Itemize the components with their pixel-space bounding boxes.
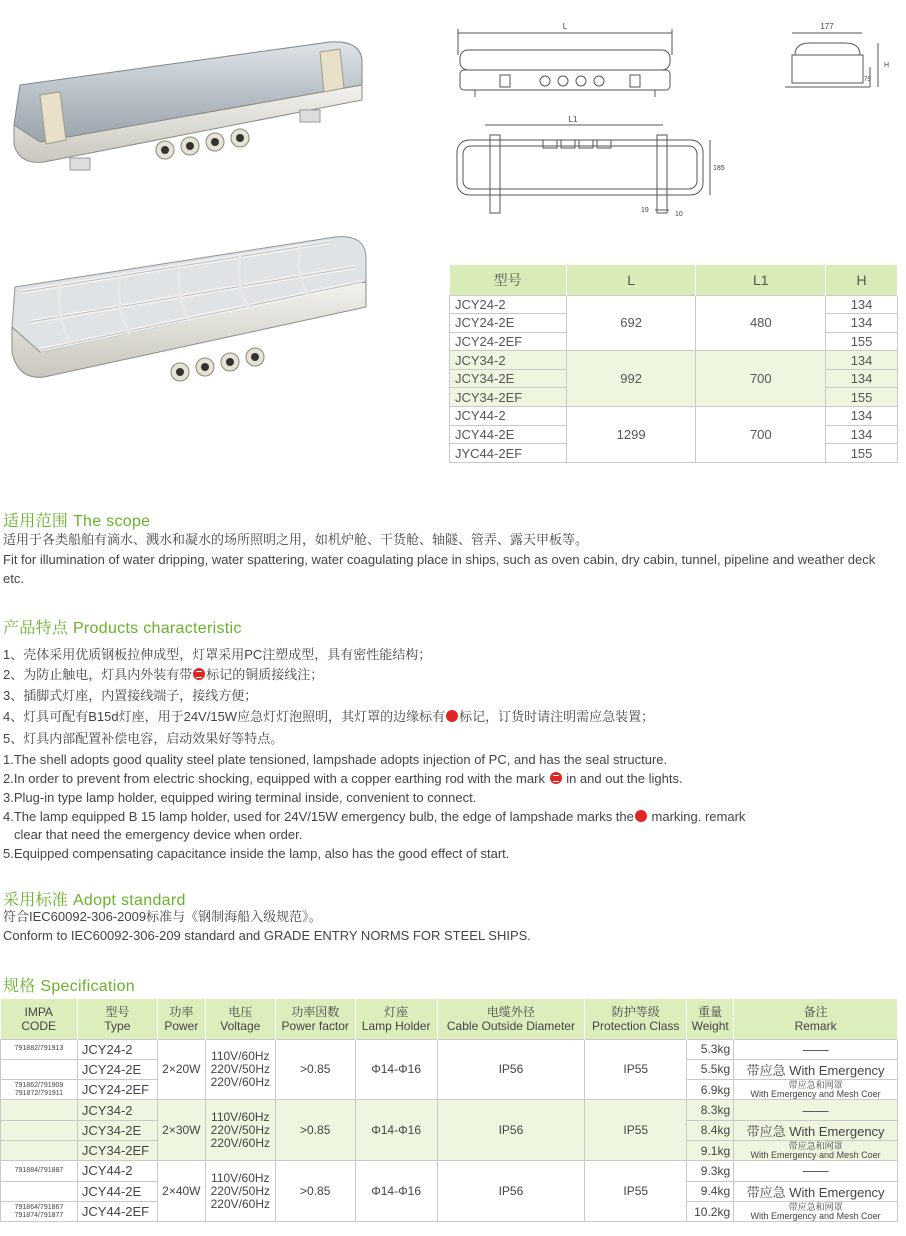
feature-cn-2b: 标记的铜质接线注；	[206, 667, 324, 682]
dim-row	[450, 295, 898, 314]
dim-H-value: 134	[826, 314, 898, 333]
spec-header-en: Remark	[794, 1018, 837, 1033]
spec-header-cn: 型号	[105, 1004, 130, 1019]
dim-model: JCY24-2EF	[450, 332, 567, 351]
dim-10-label: 10	[675, 211, 683, 218]
spec-header-cell	[205, 999, 275, 1039]
spec-voltage: 110V/60Hz 220V/50Hz 220V/60Hz	[205, 1039, 275, 1100]
spec-row	[1, 1100, 898, 1120]
dim-header-H: H	[826, 265, 898, 295]
features-title: 产品特点 Products characteristic	[3, 620, 242, 637]
feature-cn-1: 1、壳体采用优质钢板拉伸成型，灯罩采用PC注塑成型，具有密性能结构；	[3, 647, 432, 662]
impa-code	[1, 1120, 78, 1140]
impa-code	[1, 1140, 78, 1160]
standard-text-en: Conform to IEC60092-306-209 standard and GRADE ENTRY NORMS FOR STEEL SHIPS.	[3, 928, 531, 943]
feature-en-2b: in and out the lights.	[566, 771, 683, 786]
spec-model: JCY34-2	[77, 1100, 157, 1120]
spec-header-cn: 功率	[169, 1004, 194, 1019]
spec-power: 2×40W	[157, 1161, 205, 1222]
feature-cn-2a: 2、为防止触电，灯具内外装有带	[3, 667, 193, 682]
spec-row	[1, 1039, 898, 1059]
spec-header-cn: IMPA	[24, 1004, 53, 1019]
spec-protection: IP55	[585, 1161, 687, 1222]
spec-header-cell	[734, 999, 898, 1039]
spec-remark: 带应急 With Emergency	[734, 1059, 898, 1079]
spec-title: 规格 Specification	[3, 978, 135, 995]
spec-header-cell	[157, 999, 205, 1039]
dim-H-value: 134	[826, 425, 898, 444]
spec-header-en: Lamp Holder	[361, 1018, 431, 1033]
scope-title: 适用范围 The scope	[3, 513, 151, 530]
spec-weight: 8.3kg	[687, 1100, 734, 1120]
spec-power: 2×20W	[157, 1039, 205, 1100]
impa-code: 791862/791909 791872/791911	[1, 1080, 78, 1100]
spec-header-cn: 电缆外径	[486, 1004, 535, 1019]
spec-header-cell	[77, 999, 157, 1039]
spec-model: JCY44-2EF	[77, 1201, 157, 1221]
spec-weight: 9.1kg	[687, 1140, 734, 1160]
spec-header-cell	[355, 999, 437, 1039]
feature-cn-3: 3、插脚式灯座，内置接线端子，接线方便；	[3, 688, 258, 703]
spec-header-cn: 电压	[228, 1004, 253, 1019]
dim-H-value: 155	[826, 444, 898, 463]
dim-header-model: 型号	[450, 265, 567, 295]
dim-L-label: L	[562, 22, 568, 31]
dim-L1-value: 700	[696, 351, 826, 407]
spec-header-cn: 重量	[698, 1004, 723, 1019]
spec-header-cell	[1, 999, 78, 1039]
feature-cn-4b: 标记，订货时请注明需应急装置；	[459, 709, 655, 724]
front-view-drawing	[445, 15, 685, 105]
feature-cn-4a: 4、灯具可配有B15d灯座，用于24V/15W应急灯灯泡照明，其灯罩的边缘标有	[3, 709, 446, 724]
spec-power-factor: >0.85	[275, 1161, 355, 1222]
spec-header-cn: 备注	[803, 1004, 828, 1019]
feature-en-2	[3, 770, 895, 789]
dim-model: JCY34-2E	[450, 369, 567, 388]
spec-header-en: Type	[104, 1018, 131, 1033]
dim-H-value: 155	[826, 388, 898, 407]
dim-L1-label: L1	[568, 115, 578, 124]
feature-cn-5: 5、灯具内部配置补偿电容，启动效果好等特点。	[3, 731, 284, 746]
spec-weight: 5.3kg	[687, 1039, 734, 1059]
spec-weight: 8.4kg	[687, 1120, 734, 1140]
spec-header-cell	[275, 999, 355, 1039]
feature-en-3: 3.Plug-in type lamp holder, equipped wiring terminal inside, convenient to connect.	[3, 790, 477, 805]
spec-remark: 带应急和网罩 With Emergency and Mesh Coer	[734, 1080, 898, 1100]
dim-model: JCY24-2E	[450, 314, 567, 333]
feature-cn-2	[3, 666, 895, 685]
earth-mark-icon	[193, 668, 205, 680]
spec-header-en: Weight	[691, 1018, 729, 1033]
impa-code: 791884/791887	[1, 1161, 78, 1181]
spec-model: JCY34-2EF	[77, 1140, 157, 1160]
side-view-drawing	[770, 15, 890, 100]
spec-remark: ——	[734, 1039, 898, 1059]
spec-weight: 10.2kg	[687, 1201, 734, 1221]
dim-L1-value: 700	[696, 407, 826, 463]
impa-code	[1, 1059, 78, 1079]
scope-text-en: Fit for illumination of water dripping, water spattering, water coagulating place in ships, such as oven cabin, dry cabin, tunnel, pipeline and weather deck etc.	[3, 552, 876, 586]
red-dot-mark-icon	[446, 710, 458, 722]
spec-remark: 带应急 With Emergency	[734, 1120, 898, 1140]
spec-model: JCY24-2	[77, 1039, 157, 1059]
dim-H-value: 155	[826, 332, 898, 351]
dim-L1-value: 480	[696, 295, 826, 351]
spec-power-factor: >0.85	[275, 1039, 355, 1100]
spec-lamp-holder: Φ14-Φ16	[355, 1100, 437, 1161]
spec-header-en: Protection Class	[592, 1018, 680, 1033]
dim-H-value: 134	[826, 295, 898, 314]
spec-protection: IP55	[585, 1039, 687, 1100]
spec-remark: 带应急和网罩 With Emergency and Mesh Coer	[734, 1140, 898, 1160]
top-view-drawing	[445, 110, 725, 230]
spec-header-en: Voltage	[220, 1018, 261, 1033]
spec-lamp-holder: Φ14-Φ16	[355, 1161, 437, 1222]
feature-cn-4	[3, 708, 895, 727]
dim-H-label: H	[884, 62, 890, 69]
dim-L-value: 992	[566, 351, 696, 407]
feature-en-4b: marking. remark	[651, 809, 746, 824]
dim-small-label: 75	[864, 77, 871, 83]
spec-header-cn: 灯座	[384, 1004, 409, 1019]
product-photo-mesh	[0, 212, 380, 402]
spec-model: JCY24-2E	[77, 1059, 157, 1079]
spec-remark: 带应急和网罩 With Emergency and Mesh Coer	[734, 1201, 898, 1221]
spec-voltage: 110V/60Hz 220V/50Hz 220V/60Hz	[205, 1161, 275, 1222]
dimension-table	[449, 265, 898, 463]
spec-remark: ——	[734, 1161, 898, 1181]
spec-remark: ——	[734, 1100, 898, 1120]
spec-remark: 带应急 With Emergency	[734, 1181, 898, 1201]
dim-L-value: 692	[566, 295, 696, 351]
spec-table	[0, 999, 898, 1222]
spec-cable: IP56	[437, 1161, 585, 1222]
impa-code	[1, 1100, 78, 1120]
dim-width-label: 177	[820, 22, 834, 31]
spec-row	[1, 1161, 898, 1181]
dim-header-L1: L1	[696, 265, 826, 295]
dim-model: JCY34-2EF	[450, 388, 567, 407]
spec-protection: IP55	[585, 1100, 687, 1161]
feature-en-4c: clear that need the emergency device when order.	[14, 827, 303, 842]
dim-row	[450, 351, 898, 370]
spec-header-cell	[585, 999, 687, 1039]
impa-code	[1, 1181, 78, 1201]
dim-model: JCY44-2E	[450, 425, 567, 444]
spec-header-en: Power factor	[281, 1018, 349, 1033]
standard-text-cn: 符合IEC60092-306-2009标准与《钢制海船入级规范》。	[3, 909, 322, 924]
product-photo-plain	[0, 30, 380, 180]
dim-H-value: 134	[826, 407, 898, 426]
spec-power: 2×30W	[157, 1100, 205, 1161]
spec-voltage: 110V/60Hz 220V/50Hz 220V/60Hz	[205, 1100, 275, 1161]
dim-185-label: 185	[713, 165, 725, 172]
feature-en-5: 5.Equipped compensating capacitance inside the lamp, also has the good effect of start.	[3, 846, 510, 861]
dim-model: JYC44-2EF	[450, 444, 567, 463]
spec-model: JCY44-2E	[77, 1181, 157, 1201]
red-dot-mark-icon	[635, 810, 647, 822]
dim-header-L: L	[566, 265, 696, 295]
spec-weight: 9.3kg	[687, 1161, 734, 1181]
spec-table-header	[1, 999, 898, 1039]
earth-mark-icon	[550, 772, 562, 784]
impa-code: 791864/791867 791874/791877	[1, 1201, 78, 1221]
dim-H-value: 134	[826, 369, 898, 388]
dim-model: JCY44-2	[450, 407, 567, 426]
spec-header-cn: 防护等级	[611, 1004, 660, 1019]
feature-en-2a: 2.In order to prevent from electric shocking, equipped with a copper earthing rod with the mark	[3, 771, 545, 786]
spec-header-en: CODE	[21, 1018, 57, 1033]
feature-en-4a: 4.The lamp equipped B 15 lamp holder, used for 24V/15W emergency bulb, the edge of lampshade marks the	[3, 809, 634, 824]
dim-19-label: 19	[641, 207, 649, 214]
spec-weight: 9.4kg	[687, 1181, 734, 1201]
spec-cable: IP56	[437, 1100, 585, 1161]
spec-header-cell	[437, 999, 585, 1039]
spec-lamp-holder: Φ14-Φ16	[355, 1039, 437, 1100]
spec-header-en: Cable Outside Diameter	[446, 1018, 575, 1033]
spec-header-cell	[687, 999, 734, 1039]
spec-cable: IP56	[437, 1039, 585, 1100]
dim-L-value: 1299	[566, 407, 696, 463]
scope-text-cn: 适用于各类船舶有滴水、溅水和凝水的场所照明之用，如机炉舱、干货舱、轴隧、管弄、露天甲板等。	[3, 532, 589, 547]
dim-model: JCY24-2	[450, 295, 567, 314]
spec-power-factor: >0.85	[275, 1100, 355, 1161]
feature-en-1: 1.The shell adopts good quality steel plate tensioned, lampshade adopts injection of PC, and has the seal structure.	[3, 752, 668, 767]
dim-row	[450, 407, 898, 426]
feature-en-4	[3, 808, 895, 827]
dim-model: JCY34-2	[450, 351, 567, 370]
dim-H-value: 134	[826, 351, 898, 370]
spec-model: JCY24-2EF	[77, 1080, 157, 1100]
standard-title: 采用标准 Adopt standard	[3, 892, 186, 909]
spec-weight: 5.5kg	[687, 1059, 734, 1079]
spec-header-cn: 功率因数	[291, 1004, 340, 1019]
spec-header-en: Power	[164, 1018, 199, 1033]
spec-model: JCY34-2E	[77, 1120, 157, 1140]
spec-model: JCY44-2	[77, 1161, 157, 1181]
spec-weight: 6.9kg	[687, 1080, 734, 1100]
impa-code: 791882/791913	[1, 1039, 78, 1059]
dim-table-header	[450, 265, 898, 295]
